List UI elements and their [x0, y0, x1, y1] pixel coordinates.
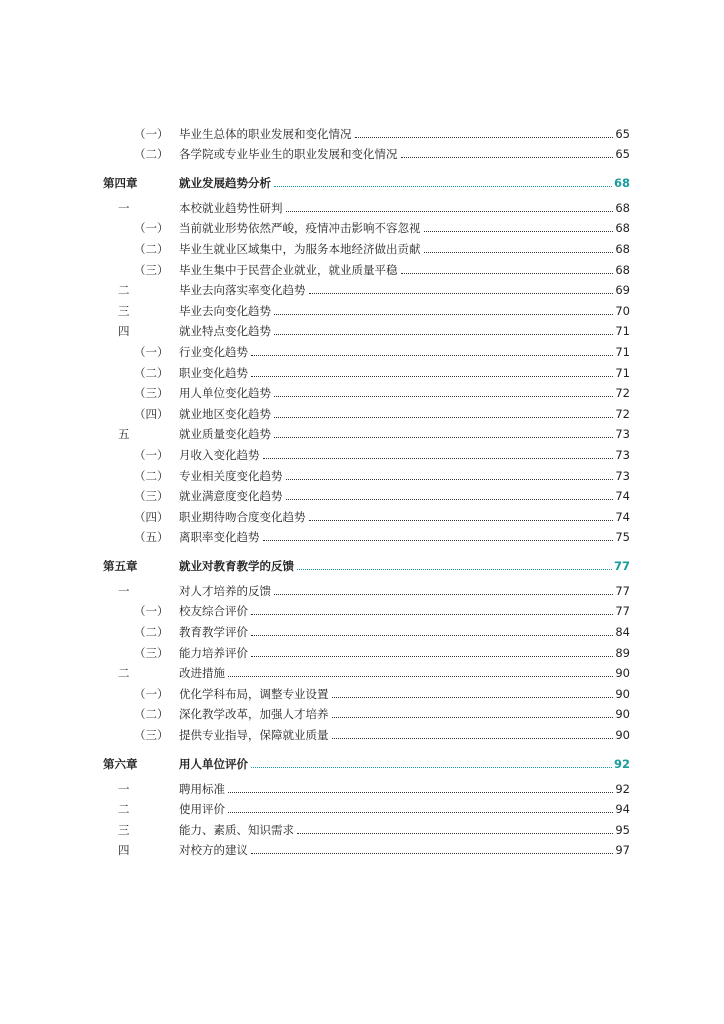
- toc-entry-title: 改进措施: [179, 666, 225, 681]
- toc-entry-title: 月收入变化趋势: [179, 447, 260, 462]
- toc-entry-title: 就业质量变化趋势: [179, 427, 271, 442]
- toc-entry[interactable]: [103, 579, 630, 600]
- toc-entry-number: （一）: [134, 447, 169, 462]
- toc-entry[interactable]: [103, 361, 630, 382]
- dot-leader: [274, 436, 613, 438]
- toc-entry-page-number: 68: [615, 241, 630, 256]
- toc-entry-body: [179, 221, 630, 235]
- toc-entry[interactable]: [103, 798, 630, 819]
- dot-leader: [424, 230, 614, 232]
- dot-leader: [309, 292, 614, 294]
- toc-entry[interactable]: [103, 485, 630, 506]
- toc-entry-title: 教育教学评价: [179, 625, 248, 640]
- toc-entry-body: [179, 366, 630, 380]
- toc-entry-title: 就业发展趋势分析: [179, 176, 271, 191]
- dot-leader: [263, 539, 614, 541]
- dot-leader: [401, 272, 614, 274]
- toc-entry-number: 第五章: [103, 559, 138, 574]
- toc-entry-title: 对校方的建议: [179, 843, 248, 858]
- toc-entry-body: [179, 757, 630, 771]
- dot-leader: [332, 696, 614, 698]
- toc-entry-title: 用人单位变化趋势: [179, 386, 271, 401]
- toc-entry-body: [179, 263, 630, 277]
- toc-entry-page-number: 74: [615, 509, 630, 524]
- toc-entry-page-number: 92: [615, 781, 630, 796]
- dot-leader: [251, 354, 613, 356]
- toc-entry-page-number: 77: [613, 559, 630, 574]
- toc-entry-body: [179, 345, 630, 359]
- toc-entry-body: [179, 469, 630, 483]
- toc-entry-title: 优化学科布局，调整专业设置: [179, 686, 329, 701]
- toc-entry[interactable]: [103, 320, 630, 341]
- toc-entry-title: 就业地区变化趋势: [179, 406, 271, 421]
- toc-entry-number: （三）: [134, 386, 169, 401]
- toc-entry-page-number: 89: [615, 645, 630, 660]
- dot-leader: [228, 791, 613, 793]
- toc-entry-body: [179, 802, 630, 816]
- toc-entry-body: [179, 283, 630, 297]
- toc-entry-page-number: 92: [613, 757, 630, 772]
- toc-entry-page-number: 71: [615, 365, 630, 380]
- toc-entry-title: 能力培养评价: [179, 645, 248, 660]
- toc-entry-title: 职业期待吻合度变化趋势: [179, 509, 306, 524]
- dot-leader: [228, 675, 613, 677]
- toc-entry-title: 就业对教育教学的反馈: [179, 559, 294, 574]
- toc-entry-body: [179, 530, 630, 544]
- toc-entry-page-number: 75: [615, 530, 630, 545]
- toc-entry-title: 用人单位评价: [179, 757, 248, 772]
- toc-entry-body: [179, 386, 630, 400]
- toc-entry-page-number: 90: [615, 686, 630, 701]
- toc-entry-body: [179, 646, 630, 660]
- dot-leader: [251, 655, 613, 657]
- dot-leader: [274, 185, 612, 187]
- toc-entry-number: （一）: [134, 604, 169, 619]
- toc-entry-title: 校友综合评价: [179, 604, 248, 619]
- dot-leader: [286, 210, 614, 212]
- dot-leader: [251, 613, 613, 615]
- toc-entry-page-number: 77: [615, 583, 630, 598]
- table-of-contents: [103, 122, 630, 859]
- toc-entry[interactable]: [103, 402, 630, 423]
- dot-leader: [228, 811, 613, 813]
- toc-entry-number: （二）: [134, 625, 169, 640]
- toc-chapter-entry[interactable]: [103, 550, 630, 575]
- toc-entry[interactable]: [103, 662, 630, 683]
- toc-entry-body: [179, 324, 630, 338]
- toc-entry-page-number: 72: [615, 406, 630, 421]
- toc-entry-number: （三）: [134, 489, 169, 504]
- toc-entry-title: 毕业生集中于民营企业就业，就业质量平稳: [179, 262, 398, 277]
- toc-entry-title: 使用评价: [179, 802, 225, 817]
- toc-entry-title: 就业满意度变化趋势: [179, 489, 283, 504]
- toc-entry-body: [179, 304, 630, 318]
- toc-entry-page-number: 97: [615, 843, 630, 858]
- toc-entry-page-number: 90: [615, 728, 630, 743]
- toc-entry-title: 毕业生就业区域集中，为服务本地经济做出贡献: [179, 241, 421, 256]
- toc-entry[interactable]: [103, 682, 630, 703]
- toc-entry-title: 能力、素质、知识需求: [179, 822, 294, 837]
- toc-entry-number: （二）: [134, 707, 169, 722]
- toc-entry[interactable]: [103, 299, 630, 320]
- toc-entry-title: 行业变化趋势: [179, 344, 248, 359]
- toc-entry-number: 二: [118, 802, 130, 817]
- toc-entry-page-number: 68: [615, 200, 630, 215]
- toc-entry-number: 第六章: [103, 757, 138, 772]
- toc-entry-body: [179, 666, 630, 680]
- toc-entry-page-number: 69: [615, 283, 630, 298]
- toc-entry[interactable]: [103, 217, 630, 238]
- dot-leader: [251, 375, 613, 377]
- toc-entry-page-number: 68: [615, 221, 630, 236]
- dot-leader: [401, 156, 614, 158]
- toc-entry-title: 当前就业形势依然严峻，疫情冲击影响不容忽视: [179, 221, 421, 236]
- toc-entry-number: 四: [118, 843, 130, 858]
- toc-entry-number: （四）: [134, 509, 169, 524]
- dot-leader: [286, 478, 614, 480]
- dot-leader: [251, 852, 613, 854]
- toc-entry-body: [179, 489, 630, 503]
- toc-entry-title: 深化教学改革，加强人才培养: [179, 707, 329, 722]
- toc-entry-title: 各学院或专业毕业生的职业发展和变化情况: [179, 147, 398, 162]
- dot-leader: [332, 737, 614, 739]
- dot-leader: [424, 251, 614, 253]
- toc-entry-title: 就业特点变化趋势: [179, 324, 271, 339]
- toc-entry-number: 三: [118, 303, 130, 318]
- toc-entry[interactable]: [103, 818, 630, 839]
- toc-entry-page-number: 73: [615, 427, 630, 442]
- toc-entry-title: 离职率变化趋势: [179, 530, 260, 545]
- toc-entry-title: 专业相关度变化趋势: [179, 468, 283, 483]
- toc-entry-number: 三: [118, 822, 130, 837]
- toc-entry-number: 一: [118, 781, 130, 796]
- toc-entry[interactable]: [103, 258, 630, 279]
- toc-entry-body: [179, 147, 630, 161]
- toc-entry-page-number: 70: [615, 303, 630, 318]
- toc-entry[interactable]: [103, 464, 630, 485]
- toc-entry[interactable]: [103, 340, 630, 361]
- toc-entry[interactable]: [103, 839, 630, 860]
- toc-entry[interactable]: [103, 279, 630, 300]
- toc-entry-number: （一）: [134, 686, 169, 701]
- toc-entry-number: （五）: [134, 530, 169, 545]
- toc-entry-body: [179, 843, 630, 857]
- toc-entry[interactable]: [103, 505, 630, 526]
- toc-entry[interactable]: [103, 196, 630, 217]
- toc-entry-number: 五: [118, 427, 130, 442]
- toc-entry-page-number: 95: [615, 822, 630, 837]
- dot-leader: [274, 313, 613, 315]
- toc-entry[interactable]: [103, 237, 630, 258]
- toc-entry-body: [179, 448, 630, 462]
- toc-entry-page-number: 90: [615, 666, 630, 681]
- toc-entry-page-number: 65: [615, 147, 630, 162]
- toc-entry[interactable]: [103, 777, 630, 798]
- toc-entry-title: 毕业去向落实率变化趋势: [179, 283, 306, 298]
- toc-entry-body: [179, 707, 630, 721]
- toc-entry-number: （三）: [134, 728, 169, 743]
- toc-entry-title: 毕业生总体的职业发展和变化情况: [179, 126, 352, 141]
- toc-entry-number: （一）: [134, 221, 169, 236]
- toc-entry[interactable]: [103, 143, 630, 164]
- dot-leader: [251, 766, 612, 768]
- dot-leader: [309, 519, 614, 521]
- toc-entry-body: [179, 687, 630, 701]
- toc-chapter-entry[interactable]: [103, 167, 630, 192]
- toc-entry-body: [179, 823, 630, 837]
- toc-entry-body: [179, 127, 630, 141]
- toc-entry[interactable]: [103, 703, 630, 724]
- toc-entry[interactable]: [103, 620, 630, 641]
- toc-entry-page-number: 65: [615, 126, 630, 141]
- dot-leader: [286, 498, 614, 500]
- toc-entry-page-number: 68: [615, 262, 630, 277]
- toc-entry-title: 聘用标准: [179, 781, 225, 796]
- toc-entry-body: [179, 407, 630, 421]
- toc-entry-page-number: 94: [615, 802, 630, 817]
- toc-entry-number: （二）: [134, 147, 169, 162]
- toc-entry-page-number: 68: [613, 176, 630, 191]
- dot-leader: [297, 568, 612, 570]
- toc-entry-page-number: 72: [615, 386, 630, 401]
- dot-leader: [263, 457, 614, 459]
- toc-entry-number: （一）: [134, 126, 169, 141]
- dot-leader: [274, 416, 613, 418]
- toc-entry-title: 职业变化趋势: [179, 365, 248, 380]
- toc-entry-body: [179, 242, 630, 256]
- toc-entry-number: 一: [118, 583, 130, 598]
- toc-entry-body: [179, 584, 630, 598]
- toc-entry-number: （二）: [134, 241, 169, 256]
- toc-entry-number: （三）: [134, 262, 169, 277]
- dot-leader: [274, 333, 613, 335]
- toc-entry-page-number: 73: [615, 447, 630, 462]
- toc-entry-body: [179, 604, 630, 618]
- toc-entry-body: [179, 176, 630, 190]
- toc-entry[interactable]: [103, 600, 630, 621]
- dot-leader: [297, 832, 613, 834]
- toc-entry-page-number: 77: [615, 604, 630, 619]
- toc-entry-title: 对人才培养的反馈: [179, 583, 271, 598]
- toc-entry-page-number: 84: [615, 625, 630, 640]
- dot-leader: [274, 593, 613, 595]
- toc-chapter-entry[interactable]: [103, 748, 630, 773]
- toc-entry[interactable]: [103, 723, 630, 744]
- toc-entry-body: [179, 782, 630, 796]
- toc-entry-page-number: 74: [615, 489, 630, 504]
- toc-entry[interactable]: [103, 443, 630, 464]
- toc-entry-number: （三）: [134, 645, 169, 660]
- toc-entry-body: [179, 510, 630, 524]
- toc-entry[interactable]: [103, 526, 630, 547]
- toc-entry-number: 第四章: [103, 176, 138, 191]
- dot-leader: [355, 136, 614, 138]
- dot-leader: [251, 634, 613, 636]
- toc-entry-body: [179, 201, 630, 215]
- toc-entry[interactable]: [103, 382, 630, 403]
- toc-entry-body: [179, 427, 630, 441]
- toc-entry[interactable]: [103, 122, 630, 143]
- toc-entry-number: （四）: [134, 406, 169, 421]
- toc-entry[interactable]: [103, 641, 630, 662]
- toc-entry-body: [179, 728, 630, 742]
- toc-entry-number: （一）: [134, 344, 169, 359]
- toc-entry-page-number: 90: [615, 707, 630, 722]
- toc-entry-number: 二: [118, 666, 130, 681]
- toc-entry-page-number: 73: [615, 468, 630, 483]
- toc-entry-body: [179, 625, 630, 639]
- toc-entry-page-number: 71: [615, 344, 630, 359]
- toc-entry-title: 毕业去向变化趋势: [179, 303, 271, 318]
- toc-entry-number: 二: [118, 283, 130, 298]
- toc-entry-title: 提供专业指导，保障就业质量: [179, 728, 329, 743]
- toc-entry-body: [179, 559, 630, 573]
- toc-entry-number: 一: [118, 200, 130, 215]
- toc-entry-page-number: 71: [615, 324, 630, 339]
- toc-entry-number: 四: [118, 324, 130, 339]
- toc-entry-number: （二）: [134, 365, 169, 380]
- toc-entry[interactable]: [103, 423, 630, 444]
- toc-entry-number: （二）: [134, 468, 169, 483]
- toc-entry-title: 本校就业趋势性研判: [179, 200, 283, 215]
- dot-leader: [274, 395, 613, 397]
- dot-leader: [332, 716, 614, 718]
